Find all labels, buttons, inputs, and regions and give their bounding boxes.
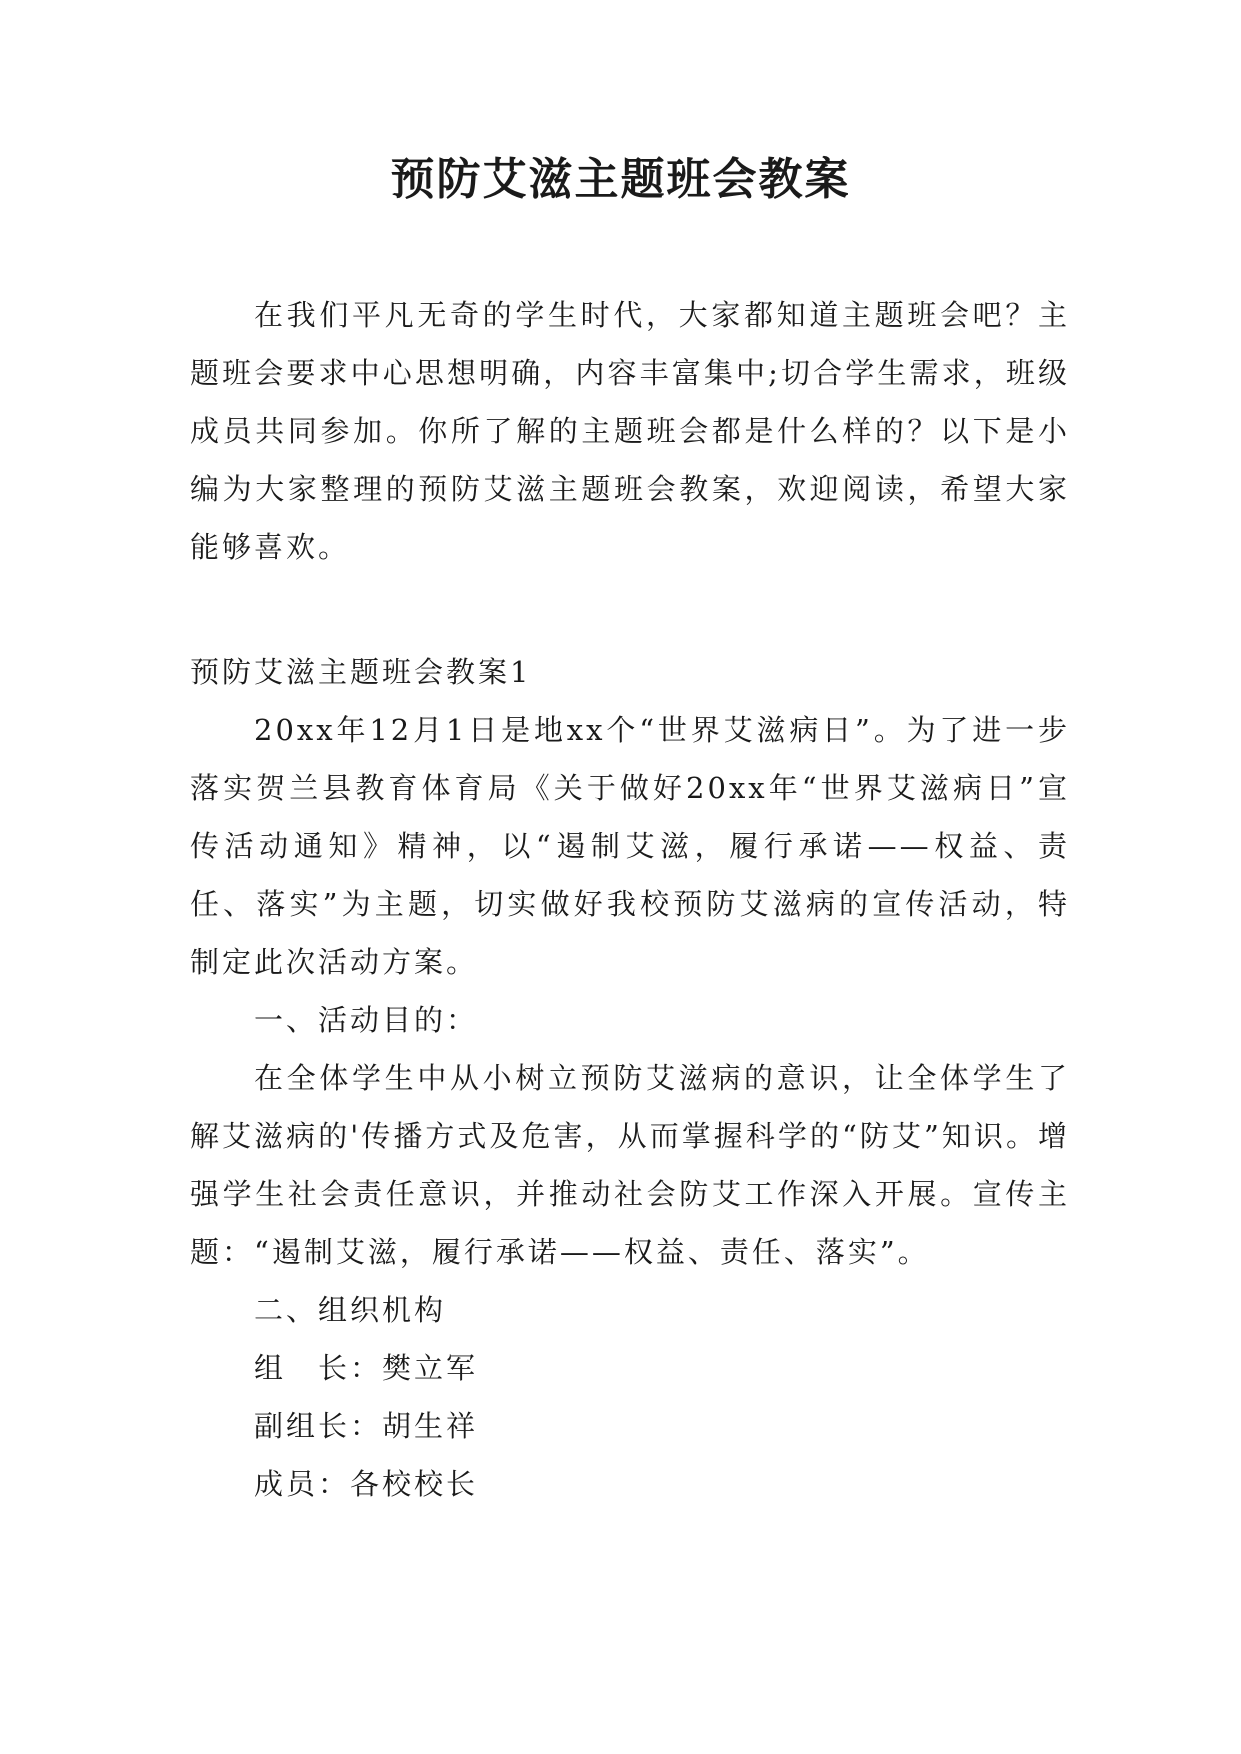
heading-activity-purpose: 一、活动目的： [254, 1003, 479, 1037]
intro-paragraph: 在我们平凡无奇的学生时代，大家都知道主题班会吧？主题班会要求中心思想明确，内容丰富集中;切合学生需求，班级成员共同参加。你所了解的主题班会都是什么样的？以下是小编为大家整理的预防艾滋主题班会教案，欢迎阅读，希望大家能够喜欢。 [190, 298, 1070, 564]
section-block [190, 643, 1070, 1513]
paragraph-activity-purpose: 在全体学生中从小树立预防艾滋病的意识，让全体学生了解艾滋病的'传播方式及危害，从而掌握科学的“防艾”知识。增强学生社会责任意识，并推动社会防艾工作深入开展。宣传主题：“遏制艾滋，履行承诺——权益、责任、落实”。 [190, 1061, 1070, 1269]
paragraph-world-aids-day: 20xx年12月1日是地xx个“世界艾滋病日”。为了进一步落实贺兰县教育体育局《关于做好20xx年“世界艾滋病日”宣传活动通知》精神，以“遏制艾滋，履行承诺——权益、责任、落实”为主题，切实做好我校预防艾滋病的宣传活动，特制定此次活动方案。 [190, 713, 1070, 979]
members-line: 成员：各校校长 [254, 1467, 479, 1501]
intro-block [190, 286, 1070, 576]
deputy-leader-line: 副组长：胡生祥 [254, 1409, 479, 1443]
leader-line: 组 长：樊立军 [254, 1351, 479, 1385]
heading-organization: 二、组织机构 [254, 1293, 447, 1327]
document-title: 预防艾滋主题班会教案 [390, 154, 851, 205]
section-heading: 预防艾滋主题班会教案1 [190, 655, 532, 689]
